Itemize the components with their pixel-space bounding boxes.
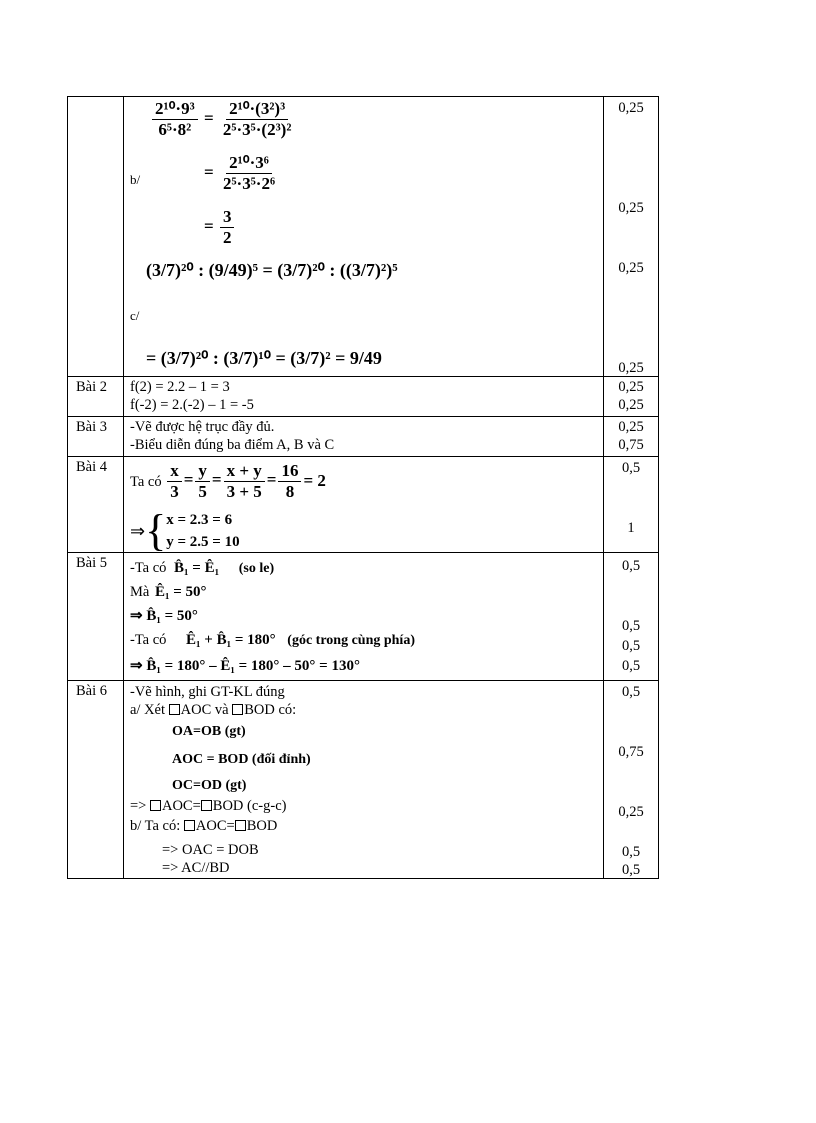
b-num: 2¹⁰·3⁶ — [226, 153, 272, 174]
table-row — [68, 681, 659, 879]
a-lhs-den: 6⁵·8² — [158, 120, 192, 139]
answer-table — [67, 96, 659, 879]
text-line: BOD có: — [244, 702, 297, 718]
math-expr: => OAC = DOB — [162, 842, 259, 858]
text-line: BOD — [246, 818, 278, 834]
points: 0,25 — [618, 397, 644, 413]
math-note: (góc trong cùng phía) — [287, 633, 415, 648]
points: 0,5 — [621, 618, 641, 634]
text-line: f(-2) = 2.(-2) – 1 = -5 — [130, 397, 254, 413]
triangle-icon — [201, 800, 212, 811]
row-label: Bài 2 — [68, 377, 124, 417]
row-label: Bài 3 — [68, 417, 124, 457]
text-ta-co: Ta có — [130, 474, 162, 491]
points: 0,75 — [618, 744, 644, 760]
triangle-icon — [232, 704, 243, 715]
math-expr: ⇒ B̂₁ = 50° — [130, 608, 198, 624]
row-label: Bài 6 — [68, 681, 124, 879]
b-res-den: 2 — [222, 228, 232, 247]
text-line: -Biểu diễn đúng ba điểm A, B và C — [130, 437, 335, 453]
points: 0,5 — [621, 844, 641, 860]
row-label: Bài 5 — [68, 553, 124, 681]
text-line: AOC= — [161, 798, 201, 814]
text-line: Mà — [130, 584, 150, 600]
b-res-num: 3 — [220, 207, 235, 228]
points-cell — [604, 681, 659, 879]
system-line: x = 2.3 = 6 — [166, 512, 233, 528]
triangle-icon — [184, 820, 195, 831]
text-line: -Ta có — [130, 560, 167, 576]
triangle-icon — [169, 704, 180, 715]
table-row — [68, 417, 659, 457]
c-line-2: = (3/7)²⁰ : (3/7)¹⁰ = (3/7)² = 9/49 — [146, 348, 382, 368]
points: 0,25 — [618, 360, 644, 376]
a-lhs-num: 2¹⁰·9³ — [152, 99, 198, 120]
frac-num: y — [195, 461, 210, 482]
table-row — [68, 377, 659, 417]
text-line: -Vẽ được hệ trục đầy đủ. — [130, 419, 275, 435]
row-content: $\frac{\text{2¹⁰·9³}}{\text{6⁵·8²}}$ = $\frac{\text{2¹⁰·(3²)³}}{\text{2⁵·3⁵·(2³)²}}$ b/ = $\frac{\text{2¹⁰·3⁶}}{\text{2⁵·3⁵·2⁶}}$ = $\frac{3}{2}$ (3/7)²⁰ : (9/49)⁵ = (3/7)²⁰ : ((3/7)²)⁵ c/ = (3/7)²⁰ : (3/7)¹⁰ = (3/7)² = 9/49 — [124, 97, 604, 377]
row-label — [68, 97, 124, 377]
frac-den: 5 — [198, 482, 207, 501]
points-cell — [604, 377, 659, 417]
frac-num: 16 — [278, 461, 301, 482]
row-content — [124, 681, 604, 879]
math-note: (so le) — [238, 561, 275, 576]
points: 0,5 — [621, 862, 641, 878]
math-expr: OC=OD (gt) — [172, 778, 247, 793]
points: 0,75 — [618, 437, 644, 453]
row-content — [124, 553, 604, 681]
math-expr: ⇒ B̂₁ = 180° – Ê₁ = 180° – 50° = 130° — [130, 658, 360, 674]
text-line: a/ Xét — [130, 702, 166, 718]
table-row — [68, 457, 659, 553]
table-row — [68, 97, 659, 377]
b-label: b/ — [130, 172, 141, 187]
text-line: => AC//BD — [162, 860, 230, 876]
frac-den: 3 + 5 — [226, 482, 262, 501]
text-line: AOC và — [180, 702, 229, 718]
points: 0,25 — [618, 100, 644, 116]
row-content: Ta có $\frac{x}{3}$ = $\frac{y}{5}$ = $\frac{x + y}{3 + 5}$ = $\frac{16}{8}$ = 2 ⇒{ x = 2.3 = 6 y = 2.5 = 10 — [124, 457, 604, 553]
text-line: -Ta có — [130, 632, 167, 648]
text-line: BOD (c-g-c) — [212, 798, 287, 814]
text-line: AOC= — [195, 818, 235, 834]
text-line: => — [130, 798, 147, 814]
c-label: c/ — [130, 308, 140, 323]
points: 0,5 — [621, 658, 641, 674]
table-row — [68, 553, 659, 681]
row-label: Bài 4 — [68, 457, 124, 553]
points: 0,25 — [618, 260, 644, 276]
points-cell — [604, 553, 659, 681]
points: 1 — [627, 520, 635, 536]
triangle-icon — [150, 800, 161, 811]
triangle-icon — [235, 820, 246, 831]
frac-num: x + y — [224, 461, 265, 482]
math-expr: Ê₁ = 50° — [154, 584, 207, 600]
frac-den: 3 — [170, 482, 179, 501]
row-content — [124, 377, 604, 417]
points: 0,25 — [618, 379, 644, 395]
text-line: f(2) = 2.2 – 1 = 3 — [130, 379, 230, 395]
points: 0,25 — [618, 804, 644, 820]
math-expr: Ê₁ + B̂₁ = 180° — [186, 632, 276, 648]
math-expr: AOC = BOD (đối đỉnh) — [172, 752, 311, 767]
points: 0,5 — [621, 558, 641, 574]
frac-num: x — [167, 461, 182, 482]
text-line: -Vẽ hình, ghi GT-KL đúng — [130, 684, 285, 700]
points-cell — [604, 97, 659, 377]
math-expr: OA=OB (gt) — [172, 724, 246, 739]
text-line: b/ Ta có: — [130, 818, 181, 834]
frac-result: = 2 — [303, 471, 326, 491]
math-expr: B̂₁ = Ê₁ — [174, 560, 220, 576]
a-rhs-den: 2⁵·3⁵·(2³)² — [222, 120, 292, 139]
system-line: y = 2.5 = 10 — [166, 534, 240, 550]
a-rhs-num: 2¹⁰·(3²)³ — [226, 99, 288, 120]
points: 0,5 — [621, 638, 641, 654]
points-cell — [604, 457, 659, 553]
c-line-1: (3/7)²⁰ : (9/49)⁵ = (3/7)²⁰ : ((3/7)²)⁵ — [146, 260, 398, 280]
points: 0,25 — [618, 419, 644, 435]
points: 0,5 — [621, 684, 641, 700]
points: 0,25 — [618, 200, 644, 216]
frac-den: 8 — [285, 482, 295, 501]
points-cell — [604, 417, 659, 457]
row-content — [124, 417, 604, 457]
points: 0,5 — [621, 460, 641, 476]
b-den: 2⁵·3⁵·2⁶ — [222, 174, 276, 193]
